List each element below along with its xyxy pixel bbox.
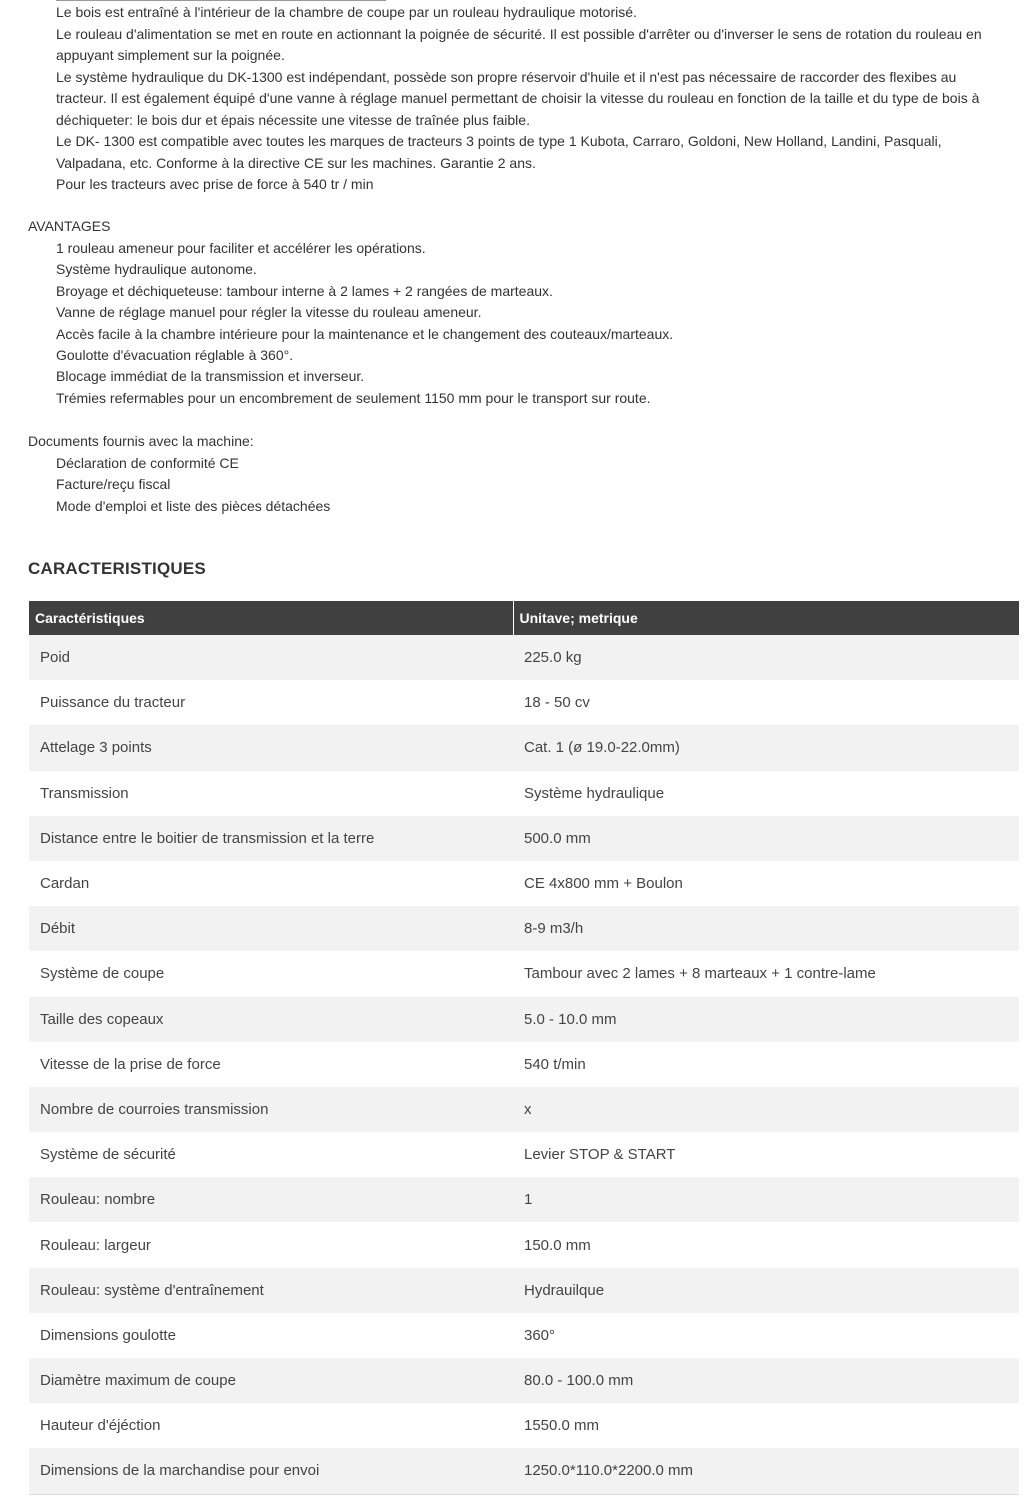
spec-value: 360° [513, 1313, 1019, 1358]
spec-value: 1250.0*110.0*2200.0 mm [513, 1448, 1019, 1493]
spec-value: Cat. 1 (ø 19.0-22.0mm) [513, 725, 1019, 770]
spec-label: Attelage 3 points [29, 725, 513, 770]
spec-label: Rouleau: largeur [29, 1222, 513, 1267]
table-row [29, 725, 1019, 770]
table-bottom-border [29, 1494, 1019, 1495]
table-row [29, 771, 1019, 816]
description-paragraph: Le bois est entraîné à l'intérieur de la chambre de coupe par un rouleau hydraulique motorisé. [56, 4, 637, 20]
table-row [29, 1132, 1019, 1177]
spec-value: 8-9 m3/h [513, 906, 1019, 951]
list-item: Blocage immédiat de la transmission et inverseur. [56, 368, 365, 385]
advantages-heading: AVANTAGES [28, 218, 111, 234]
spec-label: Transmission [29, 771, 513, 816]
list-item: Mode d'emploi et liste des pièces détachées [56, 497, 331, 514]
spec-label: Rouleau: système d'entraînement [29, 1268, 513, 1313]
spec-label: Rouleau: nombre [29, 1177, 513, 1222]
table-header-row [29, 601, 1019, 635]
description-paragraph: Le rouleau d'alimentation se met en route en actionnant la poignée de sécurité. Il est possible d'arrêter ou d'inverser le sens de rotation du rouleau en appuyant simplement sur la poignée. [56, 25, 982, 63]
spec-label: Dimensions goulotte [29, 1313, 513, 1358]
spec-label: Système de sécurité [29, 1132, 513, 1177]
specs-heading: CARACTERISTIQUES [28, 559, 206, 578]
spec-value: Système hydraulique [513, 771, 1019, 816]
list-item: Système hydraulique autonome. [56, 261, 257, 278]
top-divider [56, 0, 386, 1]
spec-label: Poid [29, 635, 513, 680]
spec-label: Hauteur d'éjéction [29, 1403, 513, 1448]
spec-value: CE 4x800 mm + Boulon [513, 861, 1019, 906]
list-item: Accès facile à la chambre intérieure pour la maintenance et le changement des couteaux/marteaux. [56, 325, 674, 342]
spec-value: 500.0 mm [513, 816, 1019, 861]
table-row [29, 1177, 1019, 1222]
spec-value: Hydrauilque [513, 1268, 1019, 1313]
spec-label: Débit [29, 906, 513, 951]
table-row [29, 861, 1019, 906]
spec-value: 1 [513, 1177, 1019, 1222]
spec-value: 80.0 - 100.0 mm [513, 1358, 1019, 1403]
table-row [29, 951, 1019, 996]
list-item: Goulotte d'évacuation réglable à 360°. [56, 347, 294, 364]
advantages-list [56, 238, 673, 409]
spec-label: Nombre de courroies transmission [29, 1087, 513, 1132]
spec-value: Levier STOP & START [513, 1132, 1019, 1177]
table-row [29, 1313, 1019, 1358]
description-paragraph: Le système hydraulique du DK-1300 est indépendant, possède son propre réservoir d'huile et il n'est pas nécessaire de raccorder des flexibes au tracteur. Il est également équipé d'une vanne à réglage manuel permettant de choisir la vitesse du rouleau en fonction de la taille et du type de bois à déchiqueter: le bois dur et épais nécessite une vitesse de traînée plus faible. [56, 68, 980, 128]
spec-label: Diamètre maximum de coupe [29, 1358, 513, 1403]
spec-value: 18 - 50 cv [513, 680, 1019, 725]
spec-value: x [513, 1087, 1019, 1132]
table-row [29, 1042, 1019, 1087]
spec-value: 150.0 mm [513, 1222, 1019, 1267]
table-row [29, 997, 1019, 1042]
spec-value: 1550.0 mm [513, 1403, 1019, 1448]
product-description [56, 2, 1006, 196]
table-row [29, 1268, 1019, 1313]
table-row [29, 1087, 1019, 1132]
documents-heading: Documents fournis avec la machine: [28, 433, 254, 449]
spec-label: Système de coupe [29, 951, 513, 996]
table-row [29, 906, 1019, 951]
spec-label: Distance entre le boitier de transmission et la terre [29, 816, 513, 861]
list-item: Déclaration de conformité CE [56, 455, 239, 471]
table-row [29, 1448, 1019, 1493]
table-row [29, 680, 1019, 725]
table-row [29, 816, 1019, 861]
list-item: Facture/reçu fiscal [56, 476, 171, 493]
spec-value: 540 t/min [513, 1042, 1019, 1087]
spec-value: 225.0 kg [513, 635, 1019, 680]
list-item: 1 rouleau ameneur pour faciliter et accélérer les opérations. [56, 240, 426, 256]
spec-label: Dimensions de la marchandise pour envoi [29, 1448, 513, 1493]
spec-label: Taille des copeaux [29, 997, 513, 1042]
table-row [29, 1403, 1019, 1448]
documents-list [56, 453, 330, 517]
list-item: Broyage et déchiqueteuse: tambour interne à 2 lames + 2 rangées de marteaux. [56, 282, 553, 299]
column-header: Caractéristiques [29, 601, 513, 635]
table-row [29, 635, 1019, 680]
list-item: Vanne de réglage manuel pour régler la vitesse du rouleau ameneur. [56, 304, 482, 321]
table-row [29, 1222, 1019, 1267]
table-row [29, 1358, 1019, 1403]
description-paragraph: Le DK- 1300 est compatible avec toutes les marques de tracteurs 3 points de type 1 Kubota, Carraro, Goldoni, New Holland, Landini, Pasquali, Valpadana, etc. Conforme à la directive CE sur les machines. Garantie 2 ans. [56, 133, 942, 171]
list-item: Trémies refermables pour un encombrement de seulement 1150 mm pour le transport sur route. [56, 389, 651, 406]
specs-table [29, 601, 1019, 1494]
description-paragraph: Pour les tracteurs avec prise de force à 540 tr / min [56, 176, 374, 192]
spec-label: Vitesse de la prise de force [29, 1042, 513, 1087]
spec-label: Puissance du tracteur [29, 680, 513, 725]
spec-value: 5.0 - 10.0 mm [513, 997, 1019, 1042]
spec-value: Tambour avec 2 lames + 8 marteaux + 1 contre-lame [513, 951, 1019, 996]
spec-label: Cardan [29, 861, 513, 906]
column-header: Unitave; metrique [513, 601, 1019, 635]
